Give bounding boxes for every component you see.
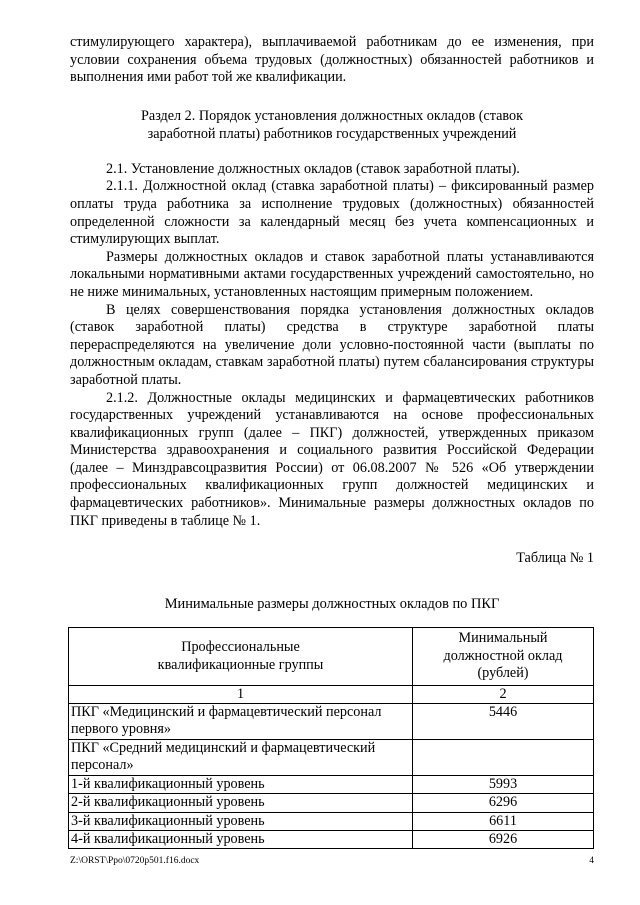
document-page <box>70 34 594 849</box>
header-salary-line1: Минимальный <box>458 630 548 647</box>
table-row <box>69 794 594 812</box>
salary-cell: 5993 <box>413 775 594 793</box>
header-salary-line3: (рублей) <box>477 665 529 682</box>
table-row <box>69 739 594 775</box>
salary-cell: 5446 <box>413 704 594 740</box>
group-cell: ПКГ «Средний медицинский и фармацевтический персонал» <box>69 739 413 775</box>
table-row <box>69 812 594 830</box>
table-column-numbers-row <box>69 685 594 703</box>
paragraph-continuation: стимулирующего характера), выплачиваемой работникам до ее изменения, при условии сохранения объема трудовых (должностных) обязанностей работников и выполнения ими работ той же квалификации. <box>70 34 594 86</box>
table-label: Таблица № 1 <box>516 550 594 567</box>
header-groups <box>69 628 413 685</box>
page-number: 4 <box>589 856 594 866</box>
header-groups-line1: Профессиональные <box>181 639 300 656</box>
column-number: 1 <box>69 685 413 703</box>
salary-cell: 6611 <box>413 812 594 830</box>
group-cell: 1-й квалификационный уровень <box>69 775 413 793</box>
column-number: 2 <box>413 685 594 703</box>
page-footer <box>70 856 594 866</box>
section-heading-line2: заработной платы) работников государственных учреждений <box>147 125 517 142</box>
paragraph-2-1-1: 2.1.1. Должностной оклад (ставка заработной платы) – фиксированный размер оплаты труда работника за исполнение трудовых (должностных) обязанностей определенной сложности за календарный месяц без учета компенсационных и стимулирующих выплат. <box>70 178 594 248</box>
salary-cell <box>413 739 594 775</box>
group-cell: 2-й квалификационный уровень <box>69 794 413 812</box>
paragraph-2-1: 2.1. Установление должностных окладов (ставок заработной платы). <box>106 160 520 177</box>
table-caption: Минимальные размеры должностных окладов по ПКГ <box>164 595 500 612</box>
section-heading <box>70 107 594 143</box>
salary-cell: 6926 <box>413 830 594 848</box>
header-salary <box>413 628 594 685</box>
header-groups-line2: квалификационные группы <box>157 656 324 673</box>
header-salary-line2: должностной оклад <box>443 647 563 664</box>
table-header-row <box>69 628 594 685</box>
salary-cell: 6296 <box>413 794 594 812</box>
paragraph-improvement: В целях совершенствования порядка установления должностных окладов (ставок заработной платы) средства в структуре заработной платы перераспределяются на увеличение доли условно-постоянной части (выплаты по должностным окладам, ставкам заработной платы) путем сбалансирования структуры заработной платы. <box>70 301 594 388</box>
section-heading-line1: Раздел 2. Порядок установления должностных окладов (ставок <box>141 107 523 124</box>
paragraph-salary-sizes: Размеры должностных окладов и ставок заработной платы устанавливаются локальными нормативными актами государственных учреждений самостоятельно, но не ниже минимальных, установленных настоящим примерным положением. <box>70 248 594 300</box>
group-cell: 4-й квалификационный уровень <box>69 830 413 848</box>
paragraph-2-1-2: 2.1.2. Должностные оклады медицинских и фармацевтических работников государственных учреждений устанавливаются на основе профессиональных квалификационных групп (далее – ПКГ) должностей, утвержденных приказом Министерства здравоохранения и социального развития Российской Федерации (далее – Минздравсоцразвития России) от 06.08.2007 № 526 «Об утверждении профессиональных квалификационных групп должностей медицинских и фармацевтических работников». Минимальные размеры должностных окладов по ПКГ приведены в таблице № 1. <box>70 389 594 529</box>
group-cell: 3-й квалификационный уровень <box>69 812 413 830</box>
table-row <box>69 830 594 848</box>
salary-table <box>68 627 594 849</box>
table-row <box>69 775 594 793</box>
group-cell: ПКГ «Медицинский и фармацевтический персонал первого уровня» <box>69 704 413 740</box>
file-path: Z:\ORST\Ppo\0720p501.f16.docx <box>70 856 200 866</box>
table-row <box>69 704 594 740</box>
